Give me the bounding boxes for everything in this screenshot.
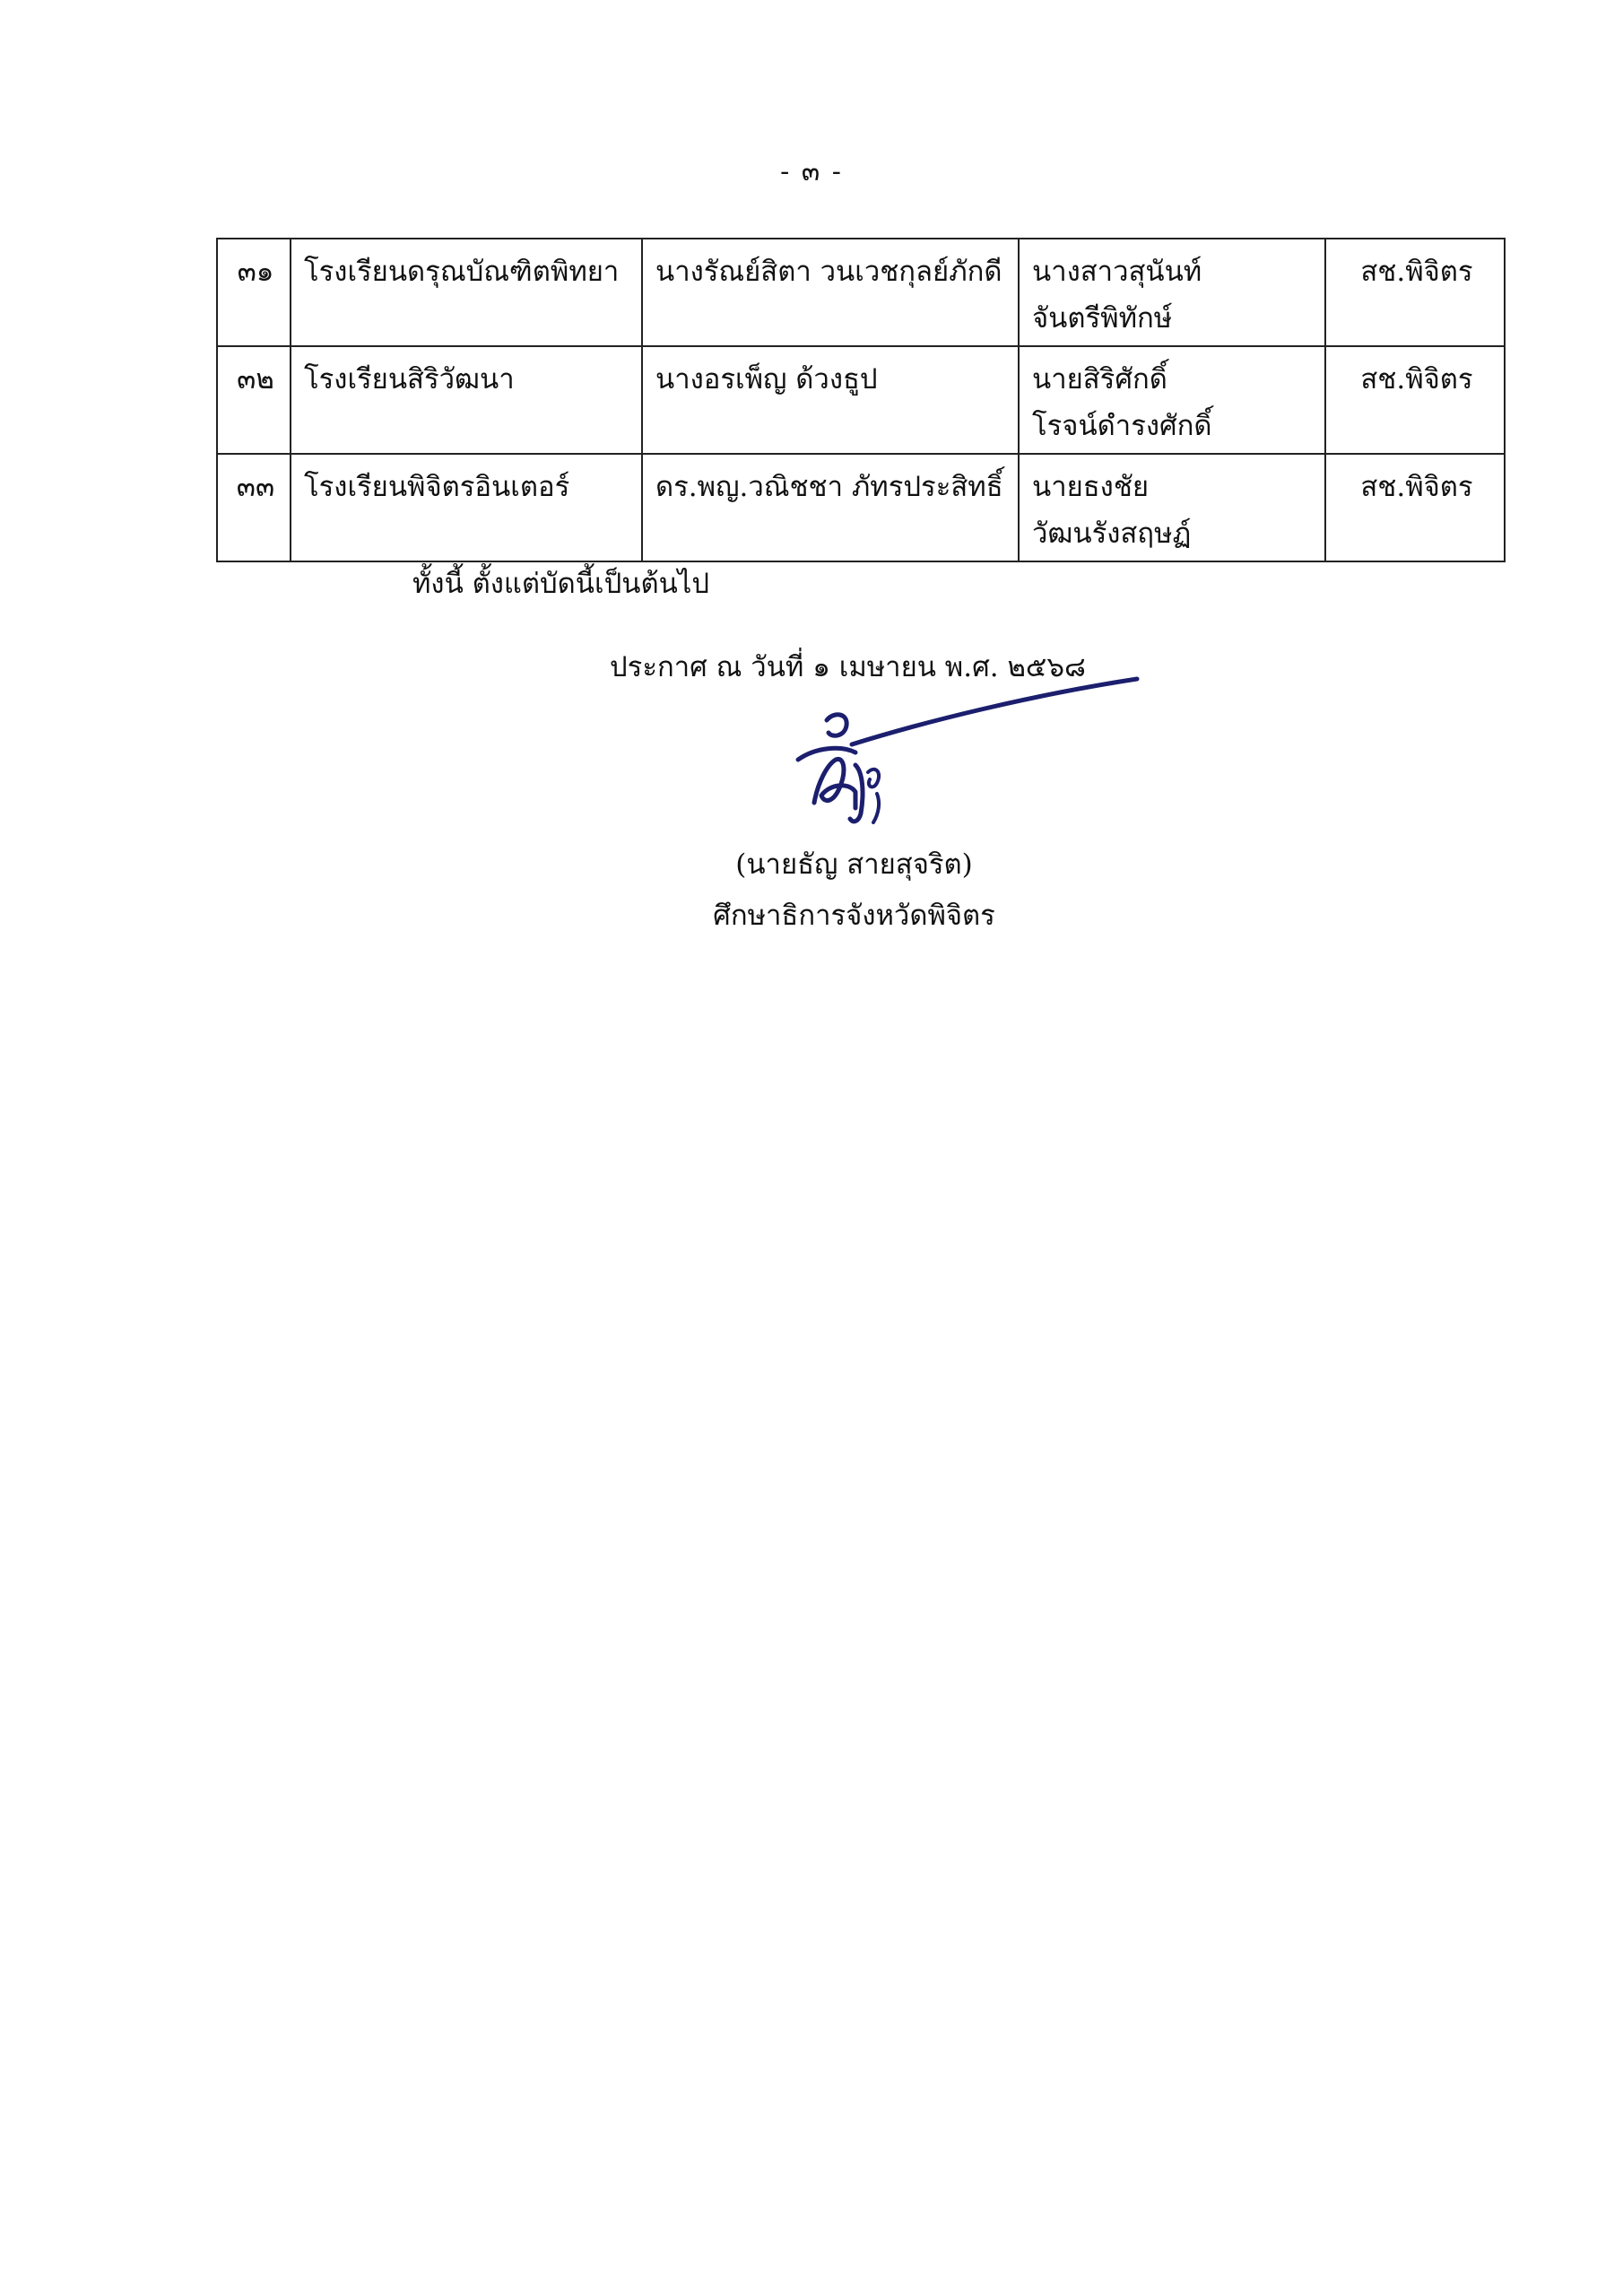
- signer-title: ศึกษาธิการจังหวัดพิจิตร: [713, 900, 995, 932]
- school-table: [216, 238, 1506, 562]
- signer-name: (นายธัญ สายสุจริต): [735, 848, 973, 881]
- school-name: โรงเรียนสิริวัฒนา: [291, 346, 642, 454]
- licensee-name: ดร.พญ.วณิชชา ภัทรประสิทธิ์: [642, 454, 1019, 561]
- table-row: [217, 454, 1505, 561]
- table-row: [217, 346, 1505, 454]
- signature-stroke-end: [873, 794, 879, 822]
- signature-long-stroke: [852, 679, 1137, 744]
- manager-name-line1: นางสาวสุนันท์: [1032, 256, 1202, 288]
- manager-name: [1019, 346, 1325, 454]
- row-number: ๓๒: [217, 346, 291, 454]
- school-name: โรงเรียนดรุณบัณฑิตพิทยา: [291, 239, 642, 346]
- manager-name: [1019, 454, 1325, 561]
- manager-name-line2: จันตรีพิทักษ์: [1032, 302, 1173, 335]
- signature-stroke-body: [814, 759, 855, 808]
- announcement-date: ประกาศ ณ วันที่ ๑ เมษายน พ.ศ. ๒๕๖๘: [610, 651, 1086, 683]
- signature-stroke-loop: [868, 770, 879, 787]
- office-name: สช.พิจิตร: [1325, 239, 1505, 346]
- manager-name-line2: วัฒนรังสฤษฏ์: [1032, 517, 1192, 550]
- row-number: ๓๓: [217, 454, 291, 561]
- manager-name-line2: โรจน์ดำรงศักดิ์: [1032, 410, 1212, 442]
- school-name: โรงเรียนพิจิตรอินเตอร์: [291, 454, 642, 561]
- closing-statement: ทั้งนี้ ตั้งแต่บัดนี้เป็นต้นไป: [412, 568, 710, 600]
- page-number: - ๓ -: [780, 156, 843, 187]
- signature-stroke-top: [827, 715, 846, 736]
- handwritten-signature: [762, 659, 1157, 839]
- manager-name: [1019, 239, 1325, 346]
- row-number: ๓๑: [217, 239, 291, 346]
- signature-stroke-mid: [798, 748, 855, 760]
- office-name: สช.พิจิตร: [1325, 346, 1505, 454]
- manager-name-line1: นายสิริศักดิ์: [1032, 363, 1167, 396]
- table-row: [217, 239, 1505, 346]
- office-name: สช.พิจิตร: [1325, 454, 1505, 561]
- licensee-name: นางอรเพ็ญ ด้วงธูป: [642, 346, 1019, 454]
- licensee-name: นางรัณย์สิตา วนเวชกุลย์ภักดี: [642, 239, 1019, 346]
- manager-name-line1: นายธงชัย: [1032, 471, 1150, 503]
